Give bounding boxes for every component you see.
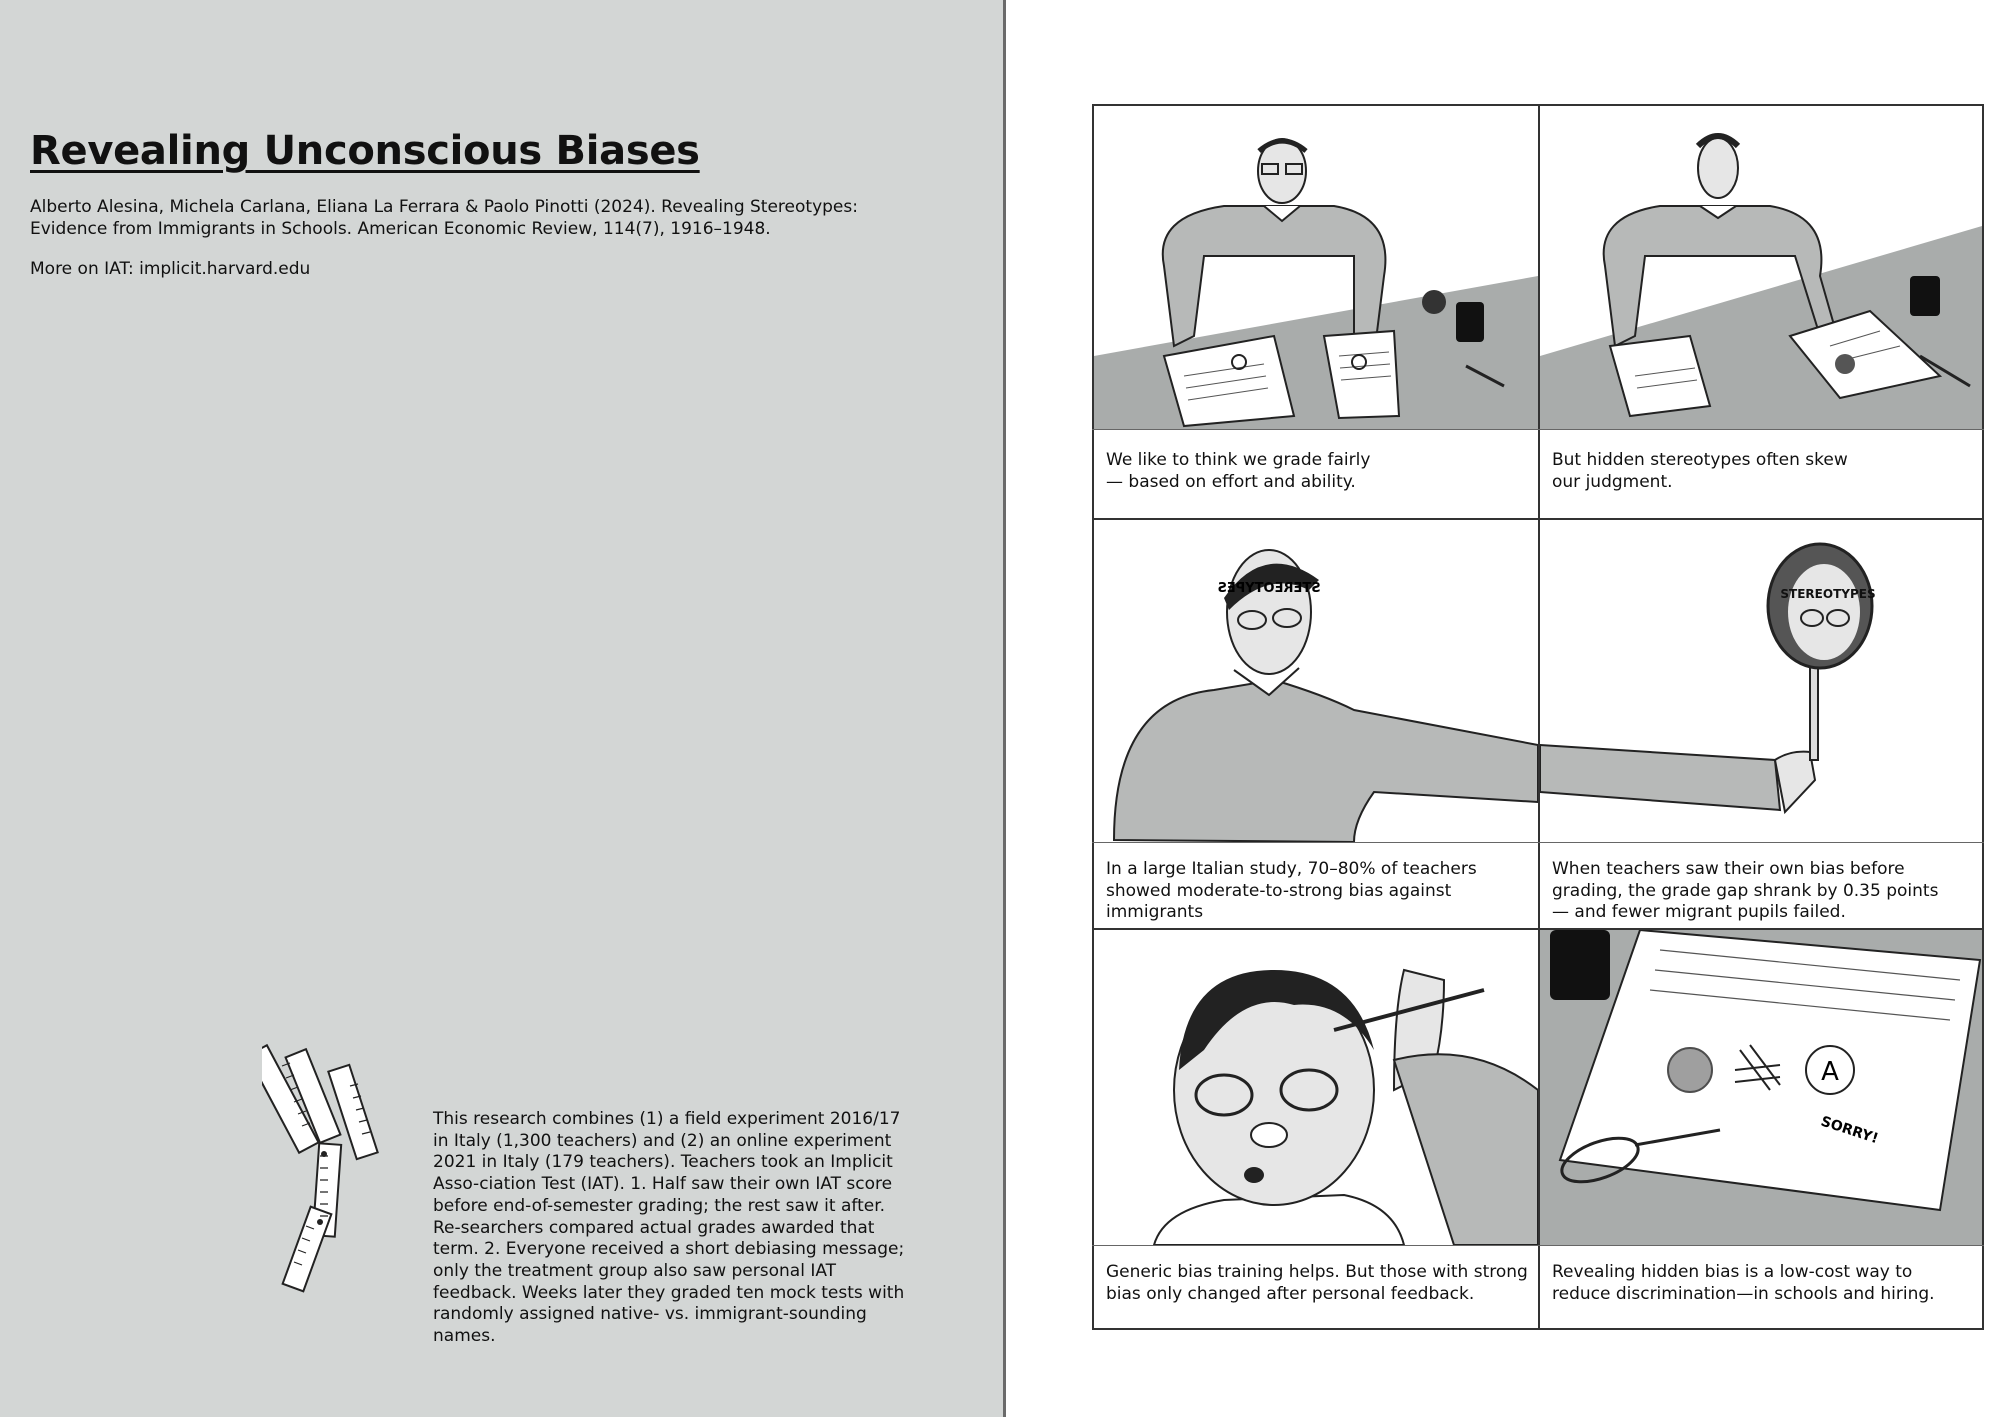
panel-1-caption: We like to think we grade fairly — based on effort and ability. — [1106, 450, 1371, 492]
frame-right — [1982, 104, 1984, 1330]
panel-6-caption: Revealing hidden bias is a low-cost way to reduce discrimination—in schools and hiring. — [1552, 1262, 1935, 1304]
page-title: Revealing Unconscious Biases — [30, 128, 700, 174]
panel-1-illustration — [1094, 106, 1538, 429]
comic-strip — [1092, 104, 1984, 1330]
iat-link[interactable]: More on IAT: implicit.harvard.edu — [30, 259, 311, 279]
panel-5-caption: Generic bias training helps. But those with strong bias only changed after personal feedback. — [1106, 1262, 1528, 1304]
panel-2-illustration — [1540, 106, 1982, 429]
caption-divider-2 — [1092, 842, 1984, 843]
panel-6-illustration — [1540, 930, 1982, 1245]
panel-5-illustration — [1094, 930, 1538, 1245]
panel-3-caption: In a large Italian study, 70–80% of teachers showed moderate-to-strong bias against immigrants — [1106, 859, 1477, 922]
caption-divider-3 — [1092, 1245, 1984, 1246]
panel-4-caption: When teachers saw their own bias before grading, the grade gap shrank by 0.35 points — and fewer migrant pupils failed. — [1552, 859, 1939, 922]
rulers-icon — [262, 1036, 422, 1296]
forehead-word: STEREOTYPES — [1217, 581, 1321, 596]
grade-a: A — [1821, 1057, 1839, 1087]
research-description: This research combines (1) a field experiment 2016/17 in Italy (1,300 teachers) and (2) an online experiment 2021 in Italy (179 teachers). Teachers took an Implicit Asso-ciation Test (IAT). 1. Half saw their own IAT score before end-of-semester grading; the rest saw it after. Re-searchers compared actual grades awarded that term. 2. Everyone received a short debiasing message; only the treatment group also saw personal IAT feedback. Weeks later they graded ten mock tests with randomly assigned native- vs. immigrant-sounding names. — [433, 1109, 905, 1347]
panel-2-caption: But hidden stereotypes often skew our judgment. — [1552, 450, 1848, 492]
panel-3-illustration — [1094, 520, 1538, 842]
sorry-note: SORRY! — [1818, 1113, 1881, 1148]
panel-4-illustration — [1540, 520, 1982, 842]
caption-divider-1 — [1092, 429, 1984, 430]
citation: Alberto Alesina, Michela Carlana, Eliana La Ferrara & Paolo Pinotti (2024). Revealing Stereotypes: Evidence from Immigrants in Schools. American Economic Review, 114(7), 1916–1948. — [30, 197, 858, 239]
left-page — [0, 0, 1003, 1417]
mirror-word: STEREOTYPES — [1780, 587, 1876, 601]
